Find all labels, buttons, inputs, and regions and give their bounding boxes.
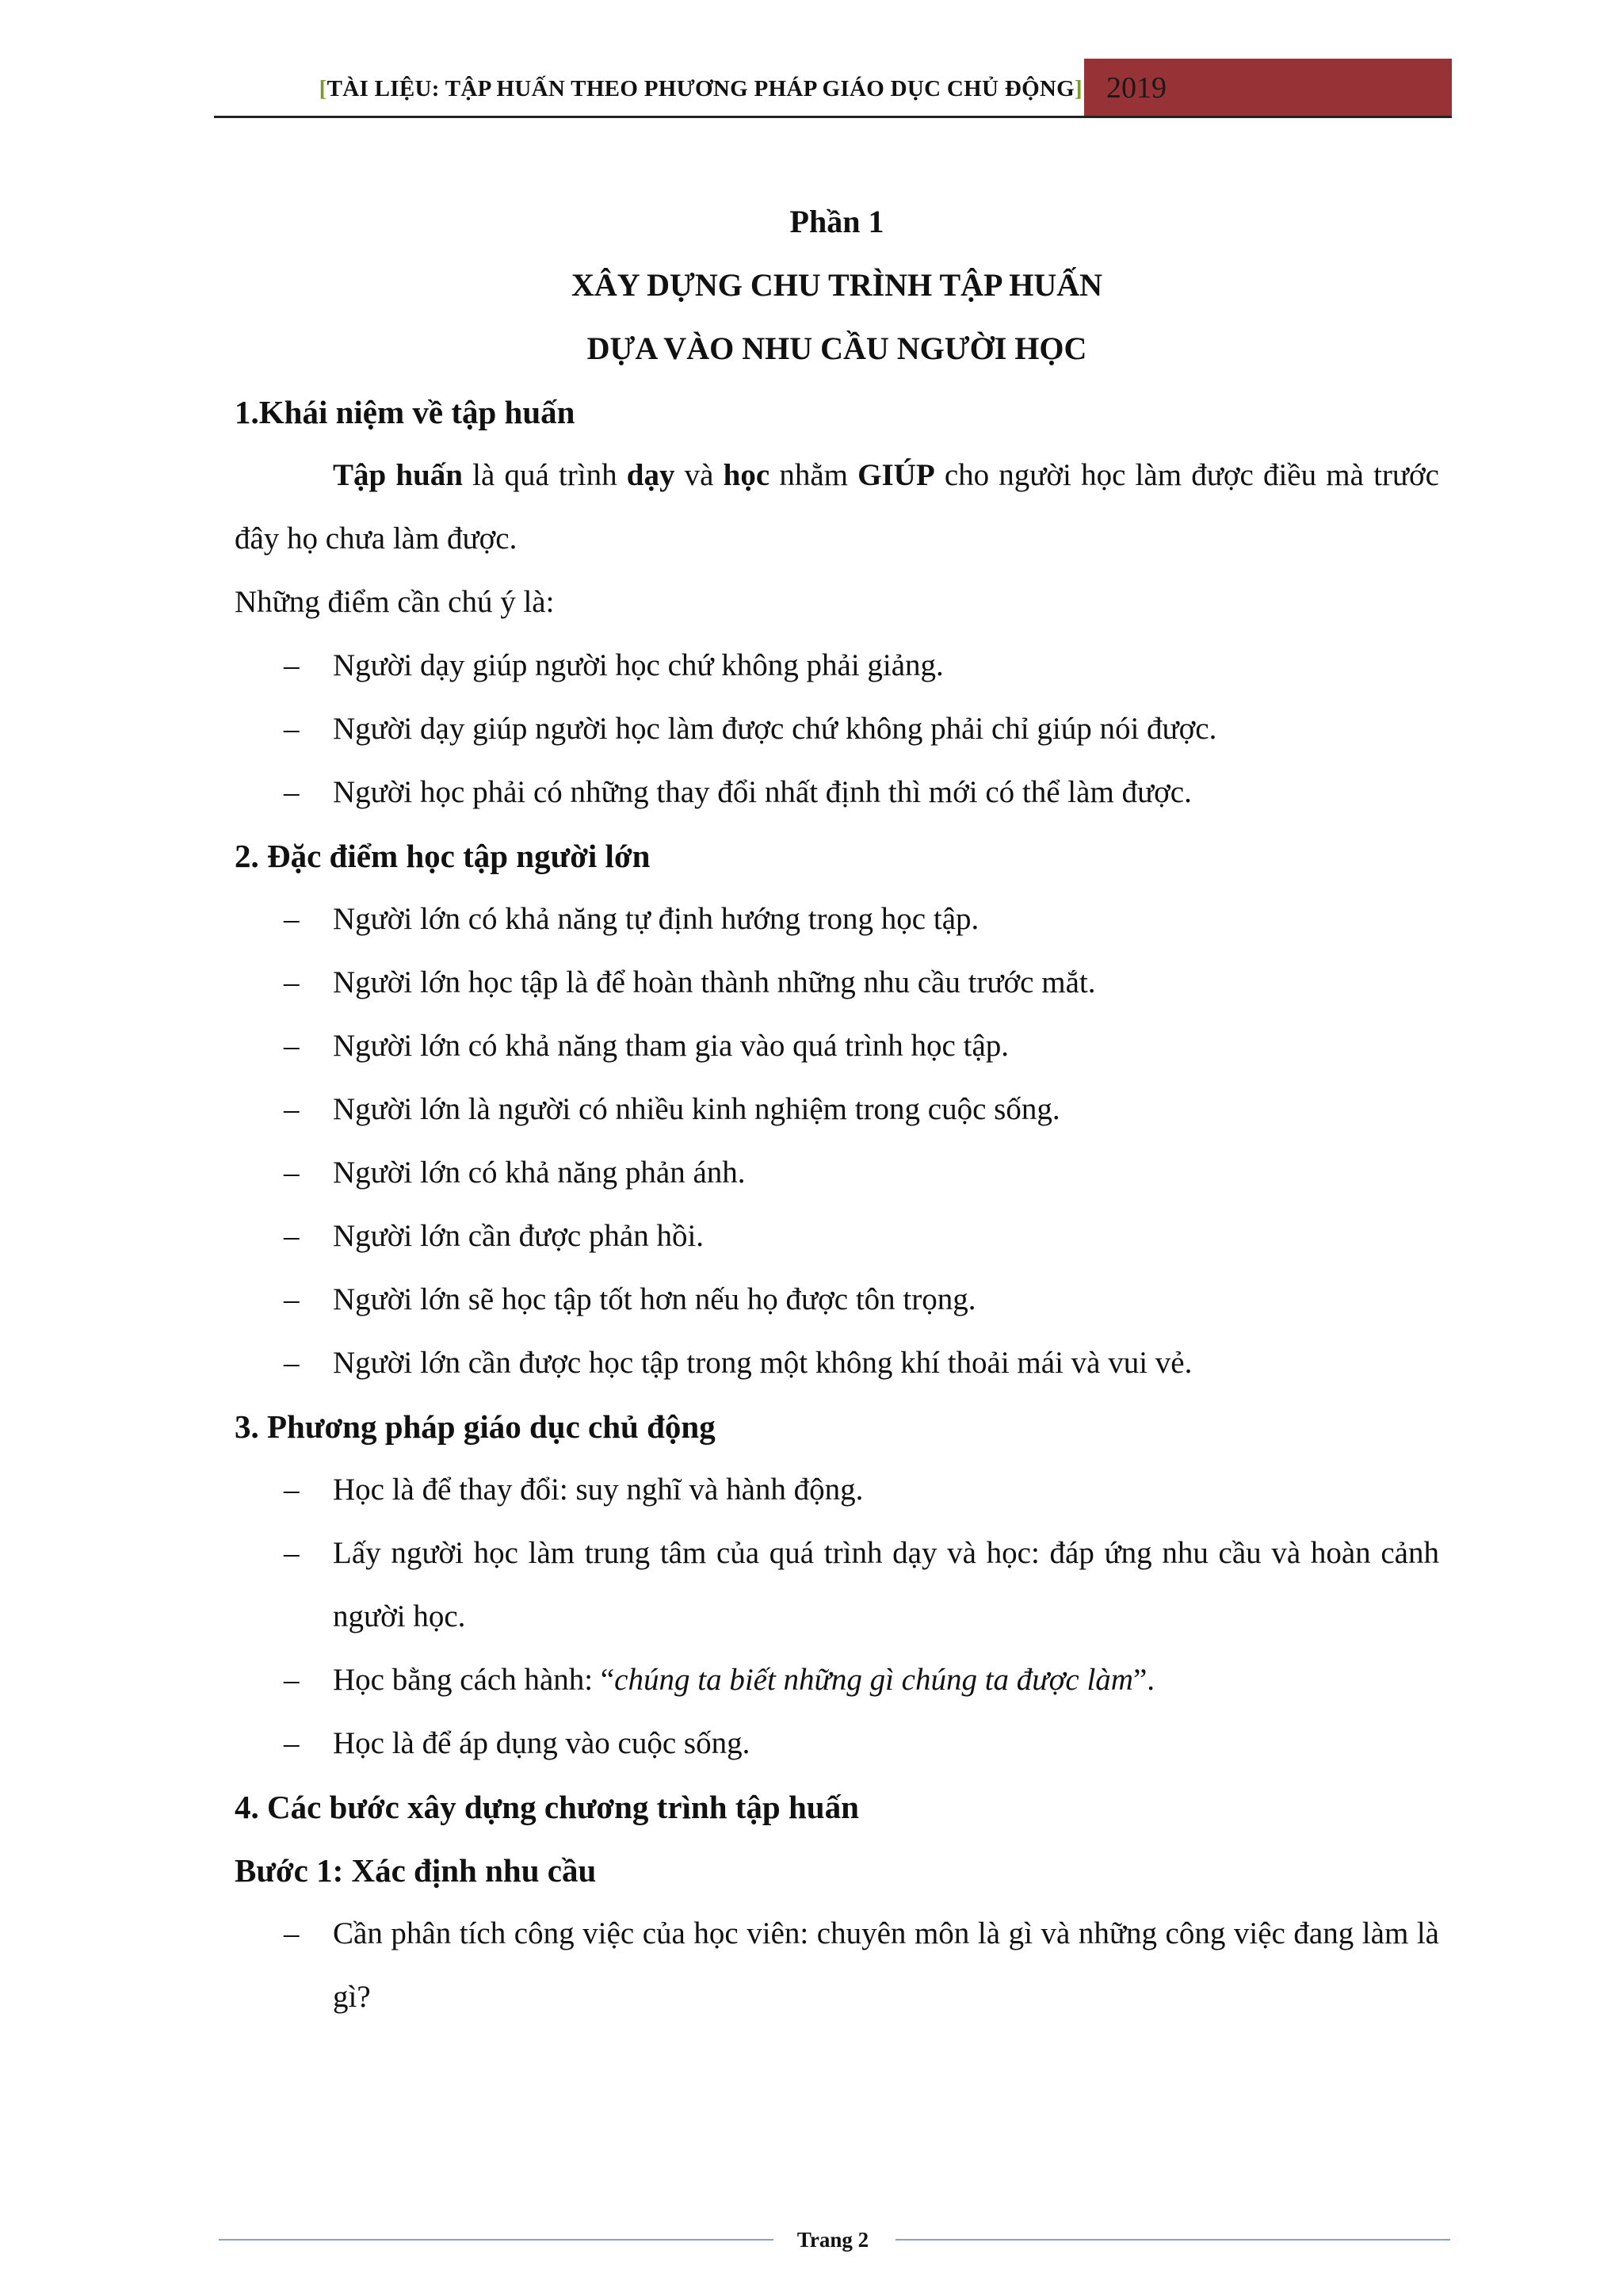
part-label: Phần 1 [789,204,884,239]
list-item-text-suffix: ”. [1132,1663,1155,1697]
list-item-text: Học là để thay đổi: suy nghĩ và hành động. [333,1473,864,1507]
list-item-text: Người lớn có khả năng phản ánh. [333,1156,746,1190]
list-item [235,634,1439,697]
part-title-line2: DỰA VÀO NHU CẦU NGƯỜI HỌC [586,330,1087,366]
dash-bullet: – [284,1092,300,1126]
list-item [235,1078,1439,1141]
list-item-text: Người lớn sẽ học tập tốt hơn nếu họ được tôn trọng. [333,1282,976,1316]
list-item [235,1205,1439,1268]
list-item-text: Người lớn cần được học tập trong một không khí thoải mái và vui vẻ. [333,1346,1193,1380]
list-item [235,1331,1439,1395]
dash-bullet: – [284,1282,300,1316]
page-header [214,59,1452,117]
dash-bullet: – [284,1536,300,1570]
dash-bullet: – [284,1029,300,1063]
list-item-text: Lấy người học làm trung tâm của quá trình dạy và học: đáp ứng nhu cầu và hoàn cảnh người học. [333,1536,1439,1633]
list-item [235,761,1439,824]
def-text-4: cho người học làm được điều mà trước đây họ chưa làm được. [235,458,1439,556]
list-item-text: Người lớn học tập là để hoàn thành những nhu cầu trước mắt. [333,965,1096,999]
dash-bullet: – [284,1219,300,1253]
dash-bullet: – [284,1663,300,1697]
list-item [235,888,1439,951]
def-bold-giup: GIÚP [857,458,935,492]
list-item [235,1522,1439,1648]
header-title-text: TÀI LIỆU: TẬP HUẤN THEO PHƯƠNG PHÁP GIÁO DỤC CHỦ ĐỘNG [327,76,1075,101]
list-item [235,1268,1439,1331]
list-item-text: Học là để áp dụng vào cuộc sống. [333,1726,750,1760]
list-item-text: Người lớn cần được phản hồi. [333,1219,705,1253]
page-footer [214,2224,1452,2256]
dash-bullet: – [284,1156,300,1190]
list-item [235,1014,1439,1078]
dash-bullet: – [284,902,300,936]
list-item [235,951,1439,1014]
footer-line-right [896,2239,1450,2241]
list-item-text: Người học phải có những thay đổi nhất định thì mới có thể làm được. [333,775,1192,809]
part-title-line1: XÂY DỰNG CHU TRÌNH TẬP HUẤN [571,267,1103,303]
header-bracket-open: [ [319,76,327,101]
notes-intro: Những điểm cần chú ý là: [235,585,555,619]
section1-heading: 1.Khái niệm về tập huấn [235,394,575,430]
section3-heading: 3. Phương pháp giáo dục chủ động [235,1408,716,1445]
italic-quote: chúng ta biết những gì chúng ta được làm [614,1663,1133,1697]
def-text-2: và [674,458,724,492]
list-item-text: Người lớn có khả năng tự định hướng trong học tập. [333,902,980,936]
list-item [235,1458,1439,1522]
step1-list [235,1902,1439,2029]
def-bold-day: dạy [626,458,675,492]
dash-bullet: – [284,1346,300,1380]
step1-heading: Bước 1: Xác định nhu cầu [235,1852,597,1889]
page-number: Trang 2 [796,2228,869,2252]
list-item [235,1648,1439,1712]
header-year-box: 2019 [1084,59,1452,116]
list-item-text: Người lớn là người có nhiều kinh nghiệm trong cuộc sống. [333,1092,1060,1126]
list-item-text: Cần phân tích công việc của học viên: chuyên môn là gì và những công việc đang làm là gì? [333,1916,1439,2014]
list-item [235,1141,1439,1205]
header-title [214,76,1083,102]
section2-list [235,888,1439,1395]
dash-bullet: – [284,648,300,682]
list-item [235,1902,1439,2029]
dash-bullet: – [284,775,300,809]
dash-bullet: – [284,1916,300,1950]
dash-bullet: – [284,1473,300,1507]
list-item-text: Học bằng cách hành: “ [333,1663,615,1697]
section1-list [235,634,1439,824]
page-content [235,190,1439,2029]
header-rule [214,116,1452,118]
dash-bullet: – [284,1726,300,1760]
def-bold-hoc: học [723,458,770,492]
dash-bullet: – [284,712,300,746]
def-text-3: nhằm [769,458,858,492]
section2-heading: 2. Đặc điểm học tập người lớn [235,838,651,874]
list-item-text: Người dạy giúp người học làm được chứ không phải chỉ giúp nói được. [333,712,1217,746]
list-item-text: Người dạy giúp người học chứ không phải giảng. [333,648,944,682]
section3-list [235,1458,1439,1775]
def-term: Tập huấn [333,458,463,492]
list-item [235,697,1439,761]
definition-paragraph [235,444,1439,571]
header-bracket-close: ] [1075,76,1083,101]
list-item [235,1712,1439,1775]
def-text-1: là quá trình [462,458,627,492]
section4-heading: 4. Các bước xây dựng chương trình tập huấn [235,1789,859,1825]
list-item-text: Người lớn có khả năng tham gia vào quá trình học tập. [333,1029,1010,1063]
dash-bullet: – [284,965,300,999]
